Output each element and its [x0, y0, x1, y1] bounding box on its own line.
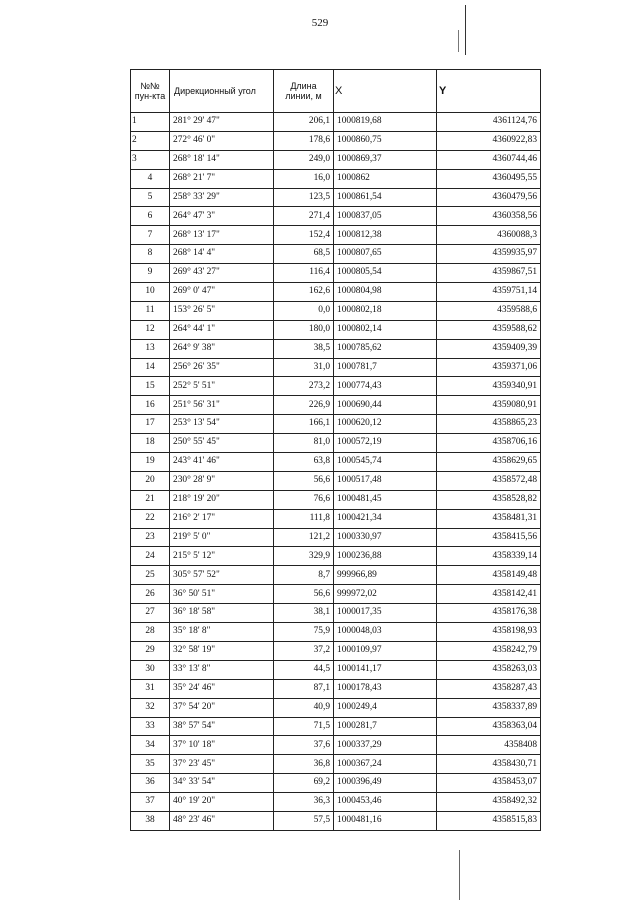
cell-x: 1000785,62 [334, 339, 437, 358]
cell-x: 1000109,97 [334, 641, 437, 660]
cell-direction-angle: 36° 18' 58" [170, 604, 274, 623]
cell-line-length: 56,6 [274, 471, 334, 490]
cell-y: 4360479,56 [437, 188, 541, 207]
cell-point-number: 14 [131, 358, 170, 377]
header-line-length: Длина линии, м [274, 70, 334, 113]
cell-line-length: 166,1 [274, 415, 334, 434]
table-row [131, 169, 541, 188]
cell-x: 1000781,7 [334, 358, 437, 377]
cell-point-number: 5 [131, 188, 170, 207]
cell-y: 4358572,48 [437, 471, 541, 490]
cell-direction-angle: 250° 55' 45" [170, 434, 274, 453]
cell-point-number: 35 [131, 755, 170, 774]
cell-direction-angle: 153° 26' 5" [170, 301, 274, 320]
cell-y: 4361124,76 [437, 113, 541, 132]
cell-y: 4360922,83 [437, 131, 541, 150]
cell-point-number: 38 [131, 811, 170, 830]
table-row [131, 547, 541, 566]
header-x: X [334, 70, 437, 113]
cell-y: 4359080,91 [437, 396, 541, 415]
cell-point-number: 18 [131, 434, 170, 453]
cell-line-length: 71,5 [274, 717, 334, 736]
table-row [131, 453, 541, 472]
cell-direction-angle: 37° 23' 45" [170, 755, 274, 774]
cell-line-length: 36,8 [274, 755, 334, 774]
table-row [131, 490, 541, 509]
cell-line-length: 81,0 [274, 434, 334, 453]
cell-direction-angle: 37° 54' 20" [170, 698, 274, 717]
cell-x: 1000367,24 [334, 755, 437, 774]
table-row [131, 660, 541, 679]
cell-y: 4358149,48 [437, 566, 541, 585]
cell-direction-angle: 40° 19' 20" [170, 793, 274, 812]
cell-point-number: 9 [131, 264, 170, 283]
cell-x: 1000690,44 [334, 396, 437, 415]
table-row [131, 188, 541, 207]
cell-line-length: 111,8 [274, 509, 334, 528]
cell-y: 4359751,14 [437, 283, 541, 302]
cell-point-number: 23 [131, 528, 170, 547]
cell-y: 4360088,3 [437, 226, 541, 245]
cell-direction-angle: 216° 2' 17" [170, 509, 274, 528]
table-row [131, 774, 541, 793]
cell-direction-angle: 215° 5' 12" [170, 547, 274, 566]
cell-direction-angle: 34° 33' 54" [170, 774, 274, 793]
cell-point-number: 30 [131, 660, 170, 679]
table-row [131, 698, 541, 717]
cell-direction-angle: 243° 41' 46" [170, 453, 274, 472]
table-row [131, 434, 541, 453]
cell-line-length: 329,9 [274, 547, 334, 566]
cell-point-number: 6 [131, 207, 170, 226]
cell-point-number: 13 [131, 339, 170, 358]
cell-direction-angle: 272° 46' 0" [170, 131, 274, 150]
cell-y: 4358515,83 [437, 811, 541, 830]
cell-x: 1000869,37 [334, 150, 437, 169]
cell-y: 4359409,39 [437, 339, 541, 358]
cell-direction-angle: 253° 13' 54" [170, 415, 274, 434]
cell-x: 1000048,03 [334, 623, 437, 642]
cell-y: 4360495,55 [437, 169, 541, 188]
cell-x: 1000862 [334, 169, 437, 188]
cell-line-length: 75,9 [274, 623, 334, 642]
table-row [131, 755, 541, 774]
cell-direction-angle: 268° 18' 14" [170, 150, 274, 169]
cell-line-length: 37,2 [274, 641, 334, 660]
cell-y: 4360744,46 [437, 150, 541, 169]
cell-line-length: 8,7 [274, 566, 334, 585]
table-row [131, 471, 541, 490]
header-point-number: №№ пун-кта [131, 70, 170, 113]
table-row [131, 131, 541, 150]
cell-x: 1000236,88 [334, 547, 437, 566]
cell-line-length: 56,6 [274, 585, 334, 604]
table-row [131, 566, 541, 585]
cell-point-number: 28 [131, 623, 170, 642]
cell-point-number: 21 [131, 490, 170, 509]
table-row [131, 150, 541, 169]
cell-y: 4358453,07 [437, 774, 541, 793]
cell-line-length: 226,9 [274, 396, 334, 415]
cell-direction-angle: 268° 21' 7" [170, 169, 274, 188]
cell-line-length: 273,2 [274, 377, 334, 396]
table-row [131, 339, 541, 358]
cell-point-number: 29 [131, 641, 170, 660]
cell-line-length: 36,3 [274, 793, 334, 812]
cell-line-length: 206,1 [274, 113, 334, 132]
cell-direction-angle: 36° 50' 51" [170, 585, 274, 604]
cell-y: 4358629,65 [437, 453, 541, 472]
cell-y: 4359340,91 [437, 377, 541, 396]
cell-line-length: 16,0 [274, 169, 334, 188]
cell-y: 4358481,31 [437, 509, 541, 528]
cell-y: 4358408 [437, 736, 541, 755]
cell-x: 1000396,49 [334, 774, 437, 793]
cell-x: 1000804,98 [334, 283, 437, 302]
cell-line-length: 63,8 [274, 453, 334, 472]
cell-direction-angle: 264° 47' 3" [170, 207, 274, 226]
cell-direction-angle: 268° 13' 17" [170, 226, 274, 245]
cell-direction-angle: 37° 10' 18" [170, 736, 274, 755]
cell-direction-angle: 268° 14' 4" [170, 245, 274, 264]
cell-y: 4358287,43 [437, 679, 541, 698]
cell-point-number: 3 [131, 150, 170, 169]
scan-artifact-line [465, 5, 466, 55]
cell-x: 1000453,46 [334, 793, 437, 812]
cell-x: 1000141,17 [334, 660, 437, 679]
cell-line-length: 87,1 [274, 679, 334, 698]
cell-point-number: 1 [131, 113, 170, 132]
cell-line-length: 38,1 [274, 604, 334, 623]
table-row [131, 301, 541, 320]
cell-y: 4358363,04 [437, 717, 541, 736]
cell-line-length: 57,5 [274, 811, 334, 830]
cell-y: 4358242,79 [437, 641, 541, 660]
cell-line-length: 121,2 [274, 528, 334, 547]
cell-direction-angle: 269° 43' 27" [170, 264, 274, 283]
cell-x: 1000017,35 [334, 604, 437, 623]
cell-line-length: 76,6 [274, 490, 334, 509]
table-row [131, 509, 541, 528]
cell-direction-angle: 305° 57' 52" [170, 566, 274, 585]
cell-x: 1000545,74 [334, 453, 437, 472]
table-row [131, 396, 541, 415]
cell-point-number: 37 [131, 793, 170, 812]
cell-y: 4358865,23 [437, 415, 541, 434]
cell-line-length: 180,0 [274, 320, 334, 339]
cell-y: 4358430,71 [437, 755, 541, 774]
cell-line-length: 178,6 [274, 131, 334, 150]
cell-direction-angle: 252° 5' 51" [170, 377, 274, 396]
cell-point-number: 19 [131, 453, 170, 472]
table-row [131, 736, 541, 755]
cell-direction-angle: 35° 18' 8" [170, 623, 274, 642]
cell-line-length: 40,9 [274, 698, 334, 717]
table-row [131, 679, 541, 698]
cell-x: 1000802,14 [334, 320, 437, 339]
cell-point-number: 25 [131, 566, 170, 585]
cell-x: 1000819,68 [334, 113, 437, 132]
table-row [131, 113, 541, 132]
table-body [131, 113, 541, 831]
cell-line-length: 31,0 [274, 358, 334, 377]
cell-point-number: 33 [131, 717, 170, 736]
table-row [131, 528, 541, 547]
table-row [131, 207, 541, 226]
cell-direction-angle: 264° 44' 1" [170, 320, 274, 339]
cell-point-number: 16 [131, 396, 170, 415]
cell-line-length: 162,6 [274, 283, 334, 302]
cell-line-length: 116,4 [274, 264, 334, 283]
cell-line-length: 44,5 [274, 660, 334, 679]
table-row [131, 264, 541, 283]
cell-x: 1000807,65 [334, 245, 437, 264]
header-y: Y [437, 70, 541, 113]
cell-point-number: 26 [131, 585, 170, 604]
cell-x: 1000517,48 [334, 471, 437, 490]
table-row [131, 717, 541, 736]
cell-direction-angle: 38° 57' 54" [170, 717, 274, 736]
cell-y: 4358492,32 [437, 793, 541, 812]
cell-point-number: 20 [131, 471, 170, 490]
cell-direction-angle: 219° 5' 0" [170, 528, 274, 547]
table-row [131, 245, 541, 264]
table-row [131, 793, 541, 812]
cell-point-number: 22 [131, 509, 170, 528]
cell-point-number: 15 [131, 377, 170, 396]
cell-x: 1000249,4 [334, 698, 437, 717]
table-row [131, 811, 541, 830]
cell-x: 1000812,38 [334, 226, 437, 245]
table-row [131, 415, 541, 434]
cell-direction-angle: 251° 56' 31" [170, 396, 274, 415]
cell-point-number: 2 [131, 131, 170, 150]
cell-x: 1000421,34 [334, 509, 437, 528]
cell-x: 1000620,12 [334, 415, 437, 434]
cell-line-length: 38,5 [274, 339, 334, 358]
table-row [131, 377, 541, 396]
cell-point-number: 32 [131, 698, 170, 717]
cell-line-length: 68,5 [274, 245, 334, 264]
cell-y: 4358176,38 [437, 604, 541, 623]
cell-y: 4359588,6 [437, 301, 541, 320]
scan-artifact-line [459, 850, 460, 900]
cell-y: 4359867,51 [437, 264, 541, 283]
table-row [131, 623, 541, 642]
cell-x: 1000481,16 [334, 811, 437, 830]
cell-line-length: 37,6 [274, 736, 334, 755]
cell-direction-angle: 269° 0' 47" [170, 283, 274, 302]
page-number: 529 [311, 17, 329, 29]
table-row [131, 226, 541, 245]
cell-y: 4359371,06 [437, 358, 541, 377]
cell-direction-angle: 48° 23' 46" [170, 811, 274, 830]
table-row [131, 604, 541, 623]
cell-line-length: 0,0 [274, 301, 334, 320]
table-row [131, 358, 541, 377]
cell-point-number: 24 [131, 547, 170, 566]
coordinates-table [130, 69, 541, 831]
cell-x: 999972,02 [334, 585, 437, 604]
cell-x: 1000572,19 [334, 434, 437, 453]
cell-x: 1000802,18 [334, 301, 437, 320]
cell-x: 1000178,43 [334, 679, 437, 698]
cell-direction-angle: 33° 13' 8" [170, 660, 274, 679]
cell-y: 4358415,56 [437, 528, 541, 547]
cell-x: 1000337,29 [334, 736, 437, 755]
cell-y: 4358198,93 [437, 623, 541, 642]
cell-point-number: 7 [131, 226, 170, 245]
cell-x: 1000860,75 [334, 131, 437, 150]
cell-direction-angle: 35° 24' 46" [170, 679, 274, 698]
cell-y: 4358337,89 [437, 698, 541, 717]
cell-x: 1000774,43 [334, 377, 437, 396]
table-row [131, 283, 541, 302]
cell-direction-angle: 264° 9' 38" [170, 339, 274, 358]
cell-direction-angle: 281° 29' 47" [170, 113, 274, 132]
cell-point-number: 17 [131, 415, 170, 434]
table-header-row [131, 70, 541, 113]
cell-line-length: 69,2 [274, 774, 334, 793]
cell-point-number: 27 [131, 604, 170, 623]
cell-x: 1000805,54 [334, 264, 437, 283]
scan-artifact-line [458, 30, 459, 52]
cell-y: 4359935,97 [437, 245, 541, 264]
cell-x: 1000330,97 [334, 528, 437, 547]
cell-point-number: 31 [131, 679, 170, 698]
cell-y: 4358528,82 [437, 490, 541, 509]
cell-x: 1000861,54 [334, 188, 437, 207]
cell-line-length: 271,4 [274, 207, 334, 226]
header-direction-angle: Дирекционный угол [170, 70, 274, 113]
table-row [131, 641, 541, 660]
cell-point-number: 8 [131, 245, 170, 264]
cell-y: 4358339,14 [437, 547, 541, 566]
cell-y: 4358263,03 [437, 660, 541, 679]
cell-point-number: 11 [131, 301, 170, 320]
cell-y: 4360358,56 [437, 207, 541, 226]
cell-x: 1000281,7 [334, 717, 437, 736]
cell-point-number: 10 [131, 283, 170, 302]
cell-x: 1000481,45 [334, 490, 437, 509]
cell-point-number: 4 [131, 169, 170, 188]
table-row [131, 585, 541, 604]
cell-direction-angle: 32° 58' 19" [170, 641, 274, 660]
table-row [131, 320, 541, 339]
cell-point-number: 12 [131, 320, 170, 339]
cell-line-length: 152,4 [274, 226, 334, 245]
cell-line-length: 249,0 [274, 150, 334, 169]
cell-y: 4358706,16 [437, 434, 541, 453]
cell-direction-angle: 256° 26' 35" [170, 358, 274, 377]
cell-y: 4359588,62 [437, 320, 541, 339]
cell-y: 4358142,41 [437, 585, 541, 604]
cell-point-number: 36 [131, 774, 170, 793]
cell-direction-angle: 230° 28' 9" [170, 471, 274, 490]
cell-x: 999966,89 [334, 566, 437, 585]
cell-line-length: 123,5 [274, 188, 334, 207]
cell-x: 1000837,05 [334, 207, 437, 226]
cell-direction-angle: 218° 19' 20" [170, 490, 274, 509]
cell-direction-angle: 258° 33' 29" [170, 188, 274, 207]
cell-point-number: 34 [131, 736, 170, 755]
